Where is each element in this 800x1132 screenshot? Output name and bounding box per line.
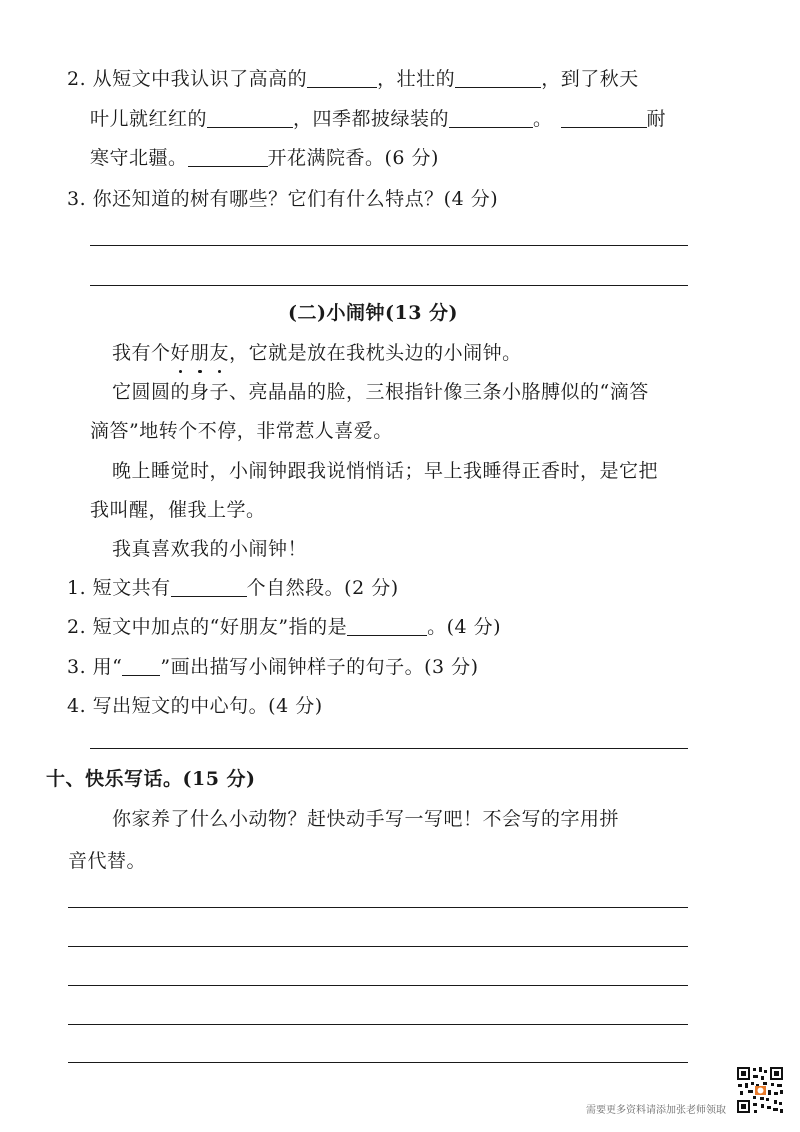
answer-blank[interactable]: [347, 615, 427, 636]
writing-line[interactable]: [68, 1024, 688, 1025]
answer-blank[interactable]: [449, 107, 533, 128]
writing-line[interactable]: [68, 946, 688, 947]
answer-line[interactable]: [90, 245, 688, 246]
answer-blank[interactable]: [561, 107, 647, 128]
writing-line[interactable]: [68, 907, 688, 908]
question-1: 1. 短文共有 个自然段。(2 分): [67, 577, 399, 599]
section-title-writing: 十、快乐写话。(15 分): [46, 768, 256, 790]
dotted-char: 友: [209, 342, 230, 364]
passage-paragraph-3-line-1: 晚上睡觉时，小闹钟跟我说悄悄话；早上我睡得正香时，是它把: [112, 460, 659, 482]
dotted-char: 好: [170, 342, 191, 364]
passage-paragraph-3-line-2: 我叫醒，催我上学。: [90, 499, 266, 521]
section-title-alarm-clock: (二)小闹钟(13 分): [288, 302, 459, 324]
footer-note: 需要更多资料请添加张老师领取: [586, 1105, 726, 1116]
underline-symbol: [122, 655, 160, 676]
passage-paragraph-1: 我有个好朋友，它就是放在我枕头边的小闹钟。: [112, 342, 522, 364]
writing-line[interactable]: [68, 1062, 688, 1063]
question-4: 4. 写出短文的中心句。(4 分): [67, 695, 323, 717]
dotted-char: 朋: [190, 342, 210, 364]
answer-blank[interactable]: [455, 67, 541, 88]
answer-blank[interactable]: [171, 576, 247, 597]
question-2-line-1: 2. 从短文中我认识了高高的 ，壮壮的 ，到了秋天: [67, 68, 639, 90]
question-2: 2. 短文中加点的“好朋友”指的是 。(4 分): [67, 616, 502, 638]
passage-paragraph-4: 我真喜欢我的小闹钟！: [112, 538, 308, 560]
passage-paragraph-2-line-2: 滴答”地转个不停，非常惹人喜爱。: [90, 420, 393, 442]
question-2-line-2: 叶儿就红红的 ，四季都披绿装的 。 耐: [90, 108, 667, 130]
passage-paragraph-2-line-1: 它圆圆的身子、亮晶晶的脸，三根指针像三条小胳膊似的“滴答: [112, 381, 649, 403]
qr-code-icon: [736, 1066, 784, 1114]
question-3-underline: 3. 用“ ”画出描写小闹钟样子的句子。(3 分): [67, 656, 479, 678]
question-3: 3. 你还知道的树有哪些？它们有什么特点？(4 分): [67, 188, 499, 210]
writing-line[interactable]: [68, 985, 688, 986]
question-2-line-3: 寒守北疆。 开花满院香。(6 分): [90, 147, 439, 169]
writing-prompt-line-2: 音代替。: [68, 850, 147, 872]
answer-blank[interactable]: [188, 146, 268, 167]
answer-line[interactable]: [90, 285, 688, 286]
answer-blank[interactable]: [307, 67, 377, 88]
writing-prompt-line-1: 你家养了什么小动物？赶快动手写一写吧！不会写的字用拼: [112, 808, 620, 830]
answer-line[interactable]: [90, 748, 688, 749]
answer-blank[interactable]: [207, 107, 293, 128]
